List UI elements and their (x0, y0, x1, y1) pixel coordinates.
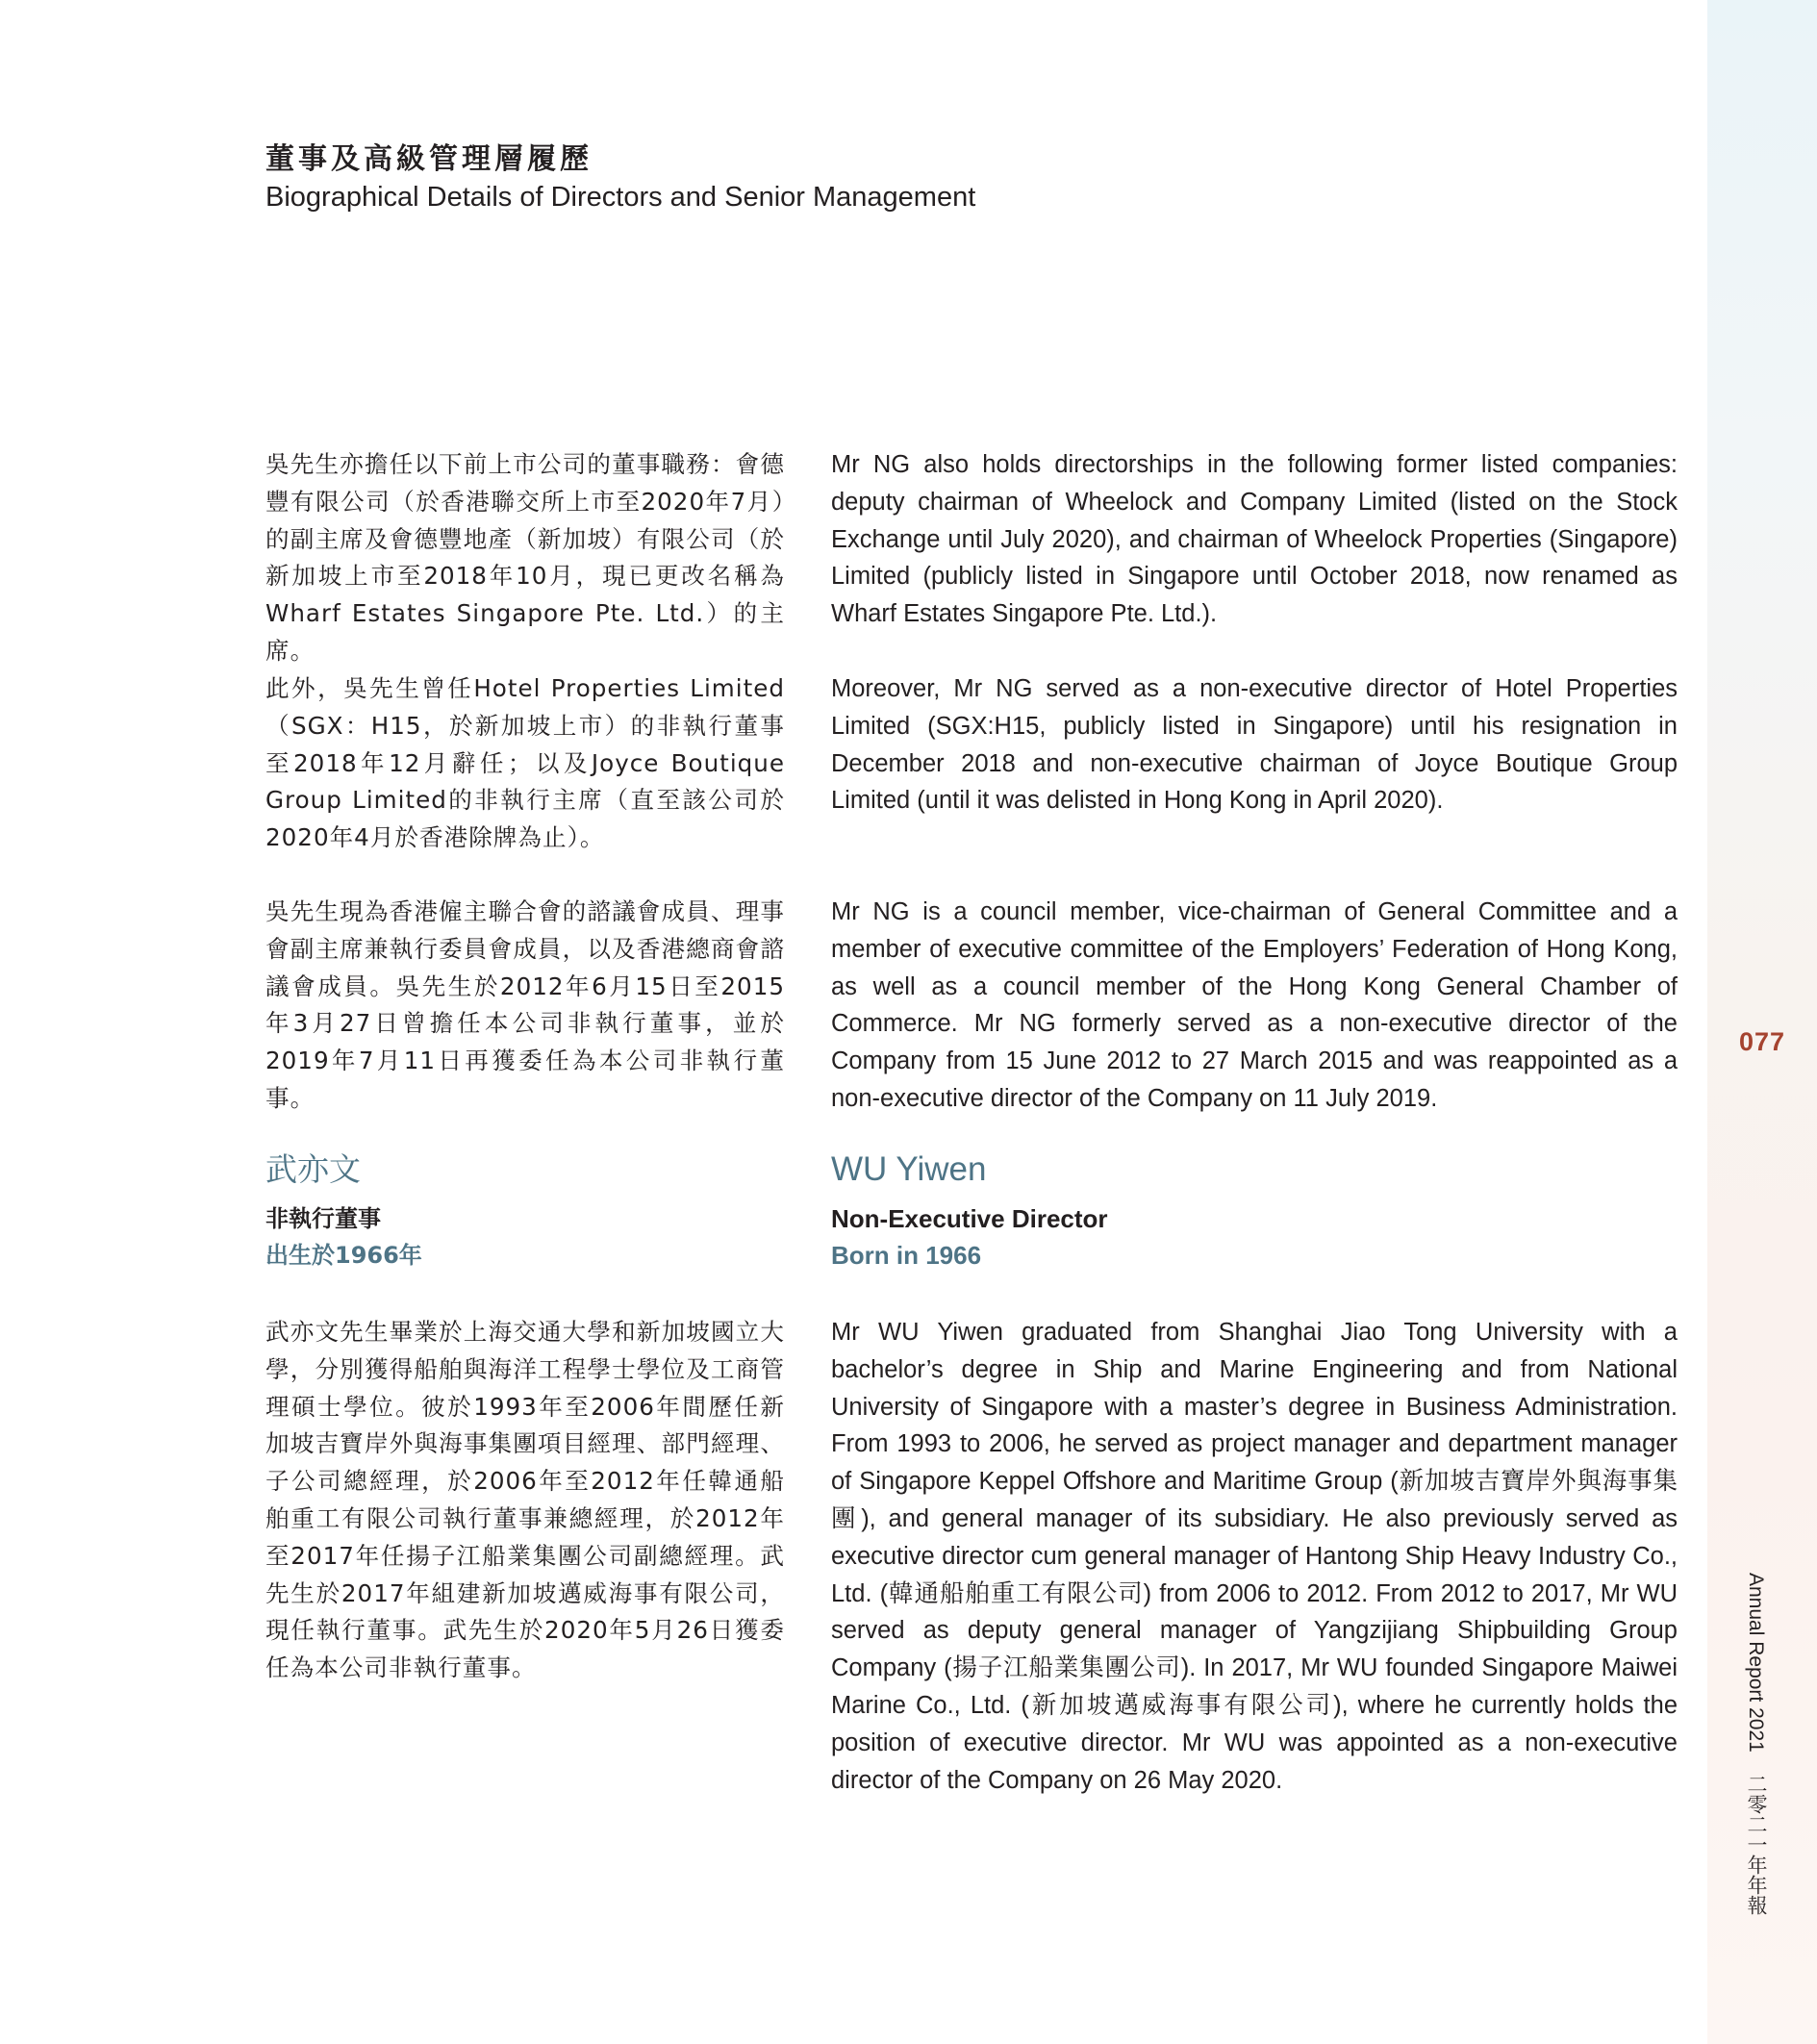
director-born-en: Born in 1966 (831, 1241, 982, 1270)
wu-heading-zh (265, 1148, 785, 1274)
director-name-zh: 武亦文 (265, 1150, 361, 1188)
report-label-zh: 二零二一年年報 (1745, 1773, 1767, 1915)
ng-council-zh: 吳先生現為香港僱主聯合會的諮議會成員、理事會副主席兼執行委員會成員，以及香港總商會諮議會成員。吳先生於2012年6月15日至2015年3月27日曾擔任本公司非執行董事，並於2019年7月11日再獲委任為本公司非執行董事。 (265, 897, 785, 1112)
ng-directorships-zh: 吳先生亦擔任以下前上市公司的董事職務：會德豐有限公司（於香港聯交所上市至2020年7月）的副主席及會德豐地產（新加坡）有限公司（於新加坡上市至2018年10月，現已更改名稱為Wharf Estates Singapore Pte. Ltd.）的主席。 (265, 450, 785, 665)
director-role-zh: 非執行董事 (265, 1205, 381, 1232)
director-born-zh: 出生於1966年 (265, 1242, 422, 1269)
wu-heading-en (831, 1148, 1678, 1274)
ng-former-roles-en: Moreover, Mr NG served as a non-executive director of Hotel Properties Limited (SGX:H15, publicly listed in Singapore) until his resignation in December 2018 and non-executive chairman of Joyce Boutique Group Limited (until it was delisted in Hong Kong in April 2020). (831, 675, 1678, 815)
wu-bio-zh: 武亦文先生畢業於上海交通大學和新加坡國立大學，分別獲得船舶與海洋工程學士學位及工商管理碩士學位。彼於1993年至2006年間歷任新加坡吉寶岸外與海事集團項目經理、部門經理、子公司總經理，於2006年至2012年任韓通船舶重工有限公司執行董事兼總經理，於2012年至2017年任揚子江船業集團公司副總經理。武先生於2017年組建新加坡邁威海事有限公司，現任執行董事。武先生於2020年5月26日獲委任為本公司非執行董事。 (265, 1318, 785, 1682)
ng-former-roles-zh: 此外，吳先生曾任Hotel Properties Limited（SGX：H15，於新加坡上市）的非執行董事至2018年12月辭任；以及Joyce Boutique Group Limited的非執行主席（直至該公司於2020年4月於香港除牌為止）。 (265, 674, 785, 852)
page-title-en: Biographical Details of Directors and Senior Management (265, 182, 976, 213)
director-name-en: WU Yiwen (831, 1150, 987, 1188)
page-title-zh: 董事及高級管理層履歷 (265, 142, 593, 176)
ng-council-en: Mr NG is a council member, vice-chairman of General Committee and a member of executive committee of the Employers’ Federation of Hong Kong, as well as a council member of the Hong Kong General Chamber of Commerce. Mr NG formerly served as a non-executive director of the Company from 15 June 2012 to 27 March 2015 and was reappointed as a non-executive director of the Company on 11 July 2019. (831, 898, 1678, 1112)
director-role-en: Non-Executive Director (831, 1204, 1108, 1233)
ng-directorships-en: Mr NG also holds directorships in the following former listed companies: deputy chairman of Wheelock and Company Limited (listed on the Stock Exchange until July 2020), and chairman of Wheelock Properties (Singapore) Limited (publicly listed in Singapore until October 2018, now renamed as Wharf Estates Singapore Pte. Ltd.). (831, 451, 1678, 628)
report-label (1741, 1573, 1770, 1915)
report-label-en: Annual Report 2021 (1745, 1573, 1767, 1753)
page-number: 077 (1738, 1027, 1786, 1056)
wu-bio-en: Mr WU Yiwen graduated from Shanghai Jiao Tong University with a bachelor’s degree in Ship and Marine Engineering and from National University of Singapore with a master’s degree in Business Administration. From 1993 to 2006, he served as project manager and department manager of Singapore Keppel Offshore and Maritime Group (新加坡吉寶岸外與海事集團), and general manager of its subsidiary. He also previously served as executive director cum general manager of Hantong Ship Heavy Industry Co., Ltd. (韓通船舶重工有限公司) from 2006 to 2012. From 2012 to 2017, Mr WU served as deputy general manager of Yangzijiang Shipbuilding Group Company (揚子江船業集團公司). In 2017, Mr WU founded Singapore Maiwei Marine Co., Ltd. (新加坡邁威海事有限公司), where he currently holds the position of executive director. Mr WU was appointed as a non-executive director of the Company on 26 May 2020. (831, 1319, 1678, 1794)
page-header (265, 140, 975, 215)
